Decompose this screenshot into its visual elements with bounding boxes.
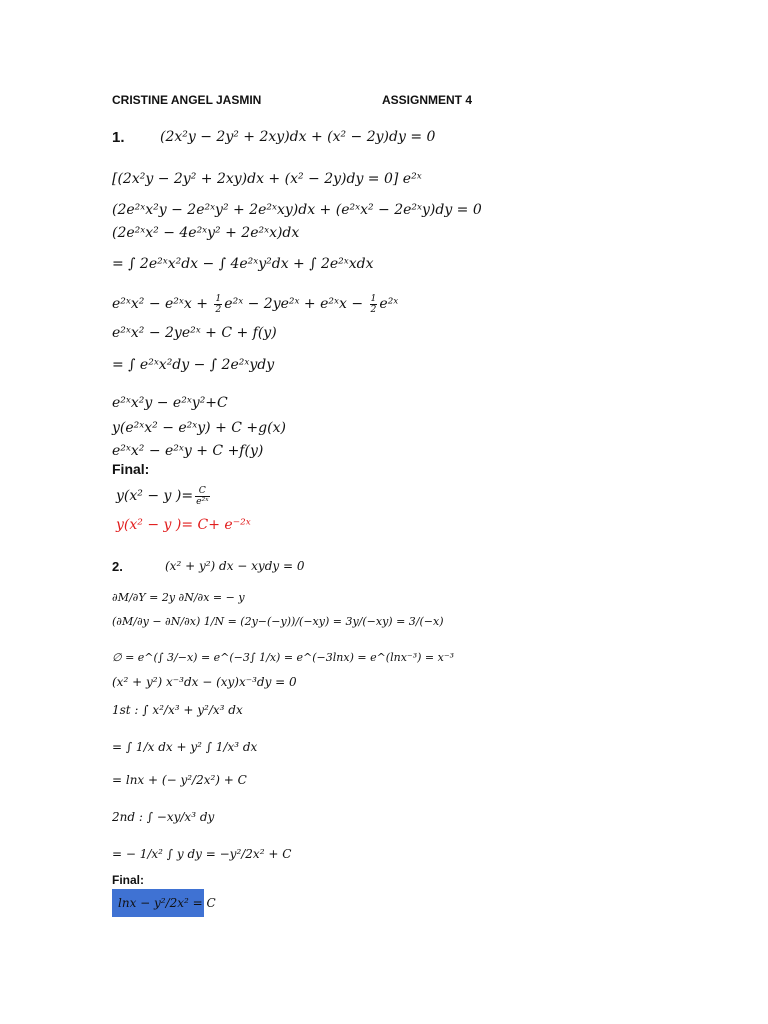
p1-step-5-part-b: e²ˣ − 2ye²ˣ + e²ˣx −	[224, 296, 368, 313]
p1-step-2: (2e²ˣx²y − 2e²ˣy² + 2e²ˣxy)dx + (e²ˣx² − 2e²ˣy)dy = 0	[112, 202, 482, 218]
half-fraction-2	[370, 294, 378, 314]
p1-step-9: y(e²ˣx² − e²ˣy) + C +g(x)	[112, 420, 286, 436]
p2-first-integral: 1st : ∫ x²/x³ + y²/x³ dx	[112, 703, 243, 717]
half-numerator: 1	[215, 293, 222, 304]
p1-step-4: = ∫ 2e²ˣx²dx − ∫ 4e²ˣy²dx + ∫ 2e²ˣxdx	[112, 256, 374, 272]
assignment-title: ASSIGNMENT 4	[382, 93, 473, 107]
p1-final-line-1-text: y(x² − y )=	[116, 488, 194, 505]
problem-1-number: 1.	[112, 129, 125, 146]
p2-integrating-factor-ratio: (∂M/∂y − ∂N/∂x) 1/N = (2y−(−y))/(−xy) = 3y/(−xy) = 3/(−x)	[112, 615, 444, 628]
p1-step-8: e²ˣx²y − e²ˣy²+C	[112, 395, 228, 411]
problem-1-equation: (2x²y − 2y² + 2xy)dx + (x² − 2y)dy = 0	[160, 129, 436, 145]
p1-final-numerator: C	[195, 486, 209, 497]
problem-2-number: 2.	[112, 559, 123, 574]
p1-final-line-2: y(x² − y )= C+ e⁻²ˣ	[116, 517, 251, 533]
problem-2-equation: (x² + y²) dx − xydy = 0	[165, 559, 305, 573]
p2-final-answer-highlight: lnx − y²/2x² = C	[112, 889, 204, 917]
p1-step-6: e²ˣx² − 2ye²ˣ + C + f(y)	[112, 325, 277, 341]
p2-first-integral-step: = ∫ 1/x dx + y² ∫ 1/x³ dx	[112, 740, 258, 754]
p1-final-denominator: e²ˣ	[196, 495, 209, 507]
half-numerator-2: 1	[370, 293, 377, 304]
p2-first-integral-result: = lnx + (− y²/2x²) + C	[112, 773, 247, 787]
p2-integrating-factor: ∅ = e^(∫ 3/−x) = e^(−3∫ 1/x) = e^(−3lnx) = e^(lnx⁻³) = x⁻³	[112, 651, 455, 664]
p1-step-3: (2e²ˣx² − 4e²ˣy² + 2e²ˣx)dx	[112, 225, 300, 241]
p1-final-label: Final:	[112, 461, 150, 477]
p2-exact-equation: (x² + y²) x⁻³dx − (xy)x⁻³dy = 0	[112, 675, 297, 689]
p1-step-1: [(2x²y − 2y² + 2xy)dx + (x² − 2y)dy = 0] e²ˣ	[112, 171, 422, 187]
p1-final-line-1	[116, 486, 212, 506]
p1-final-fraction	[195, 486, 209, 506]
p1-step-7: = ∫ e²ˣx²dy − ∫ 2e²ˣydy	[112, 357, 275, 373]
half-denominator: 2	[215, 303, 222, 315]
p1-step-5	[112, 294, 398, 314]
student-name: CRISTINE ANGEL JASMIN	[112, 93, 262, 107]
p1-step-5-part-a: e²ˣx² − e²ˣx +	[112, 296, 213, 313]
p2-second-integral: 2nd : ∫ −xy/x³ dy	[112, 810, 215, 824]
p1-step-10: e²ˣx² − e²ˣy + C +f(y)	[112, 443, 264, 459]
half-denominator-2: 2	[370, 303, 377, 315]
p1-step-5-part-c: e²ˣ	[379, 296, 399, 313]
half-fraction	[214, 294, 222, 314]
p2-second-integral-result: = − 1/x² ∫ y dy = −y²/2x² + C	[112, 847, 292, 861]
p2-partials: ∂M/∂Y = 2y ∂N/∂x = − y	[112, 591, 245, 604]
p2-final-label: Final:	[112, 873, 144, 887]
